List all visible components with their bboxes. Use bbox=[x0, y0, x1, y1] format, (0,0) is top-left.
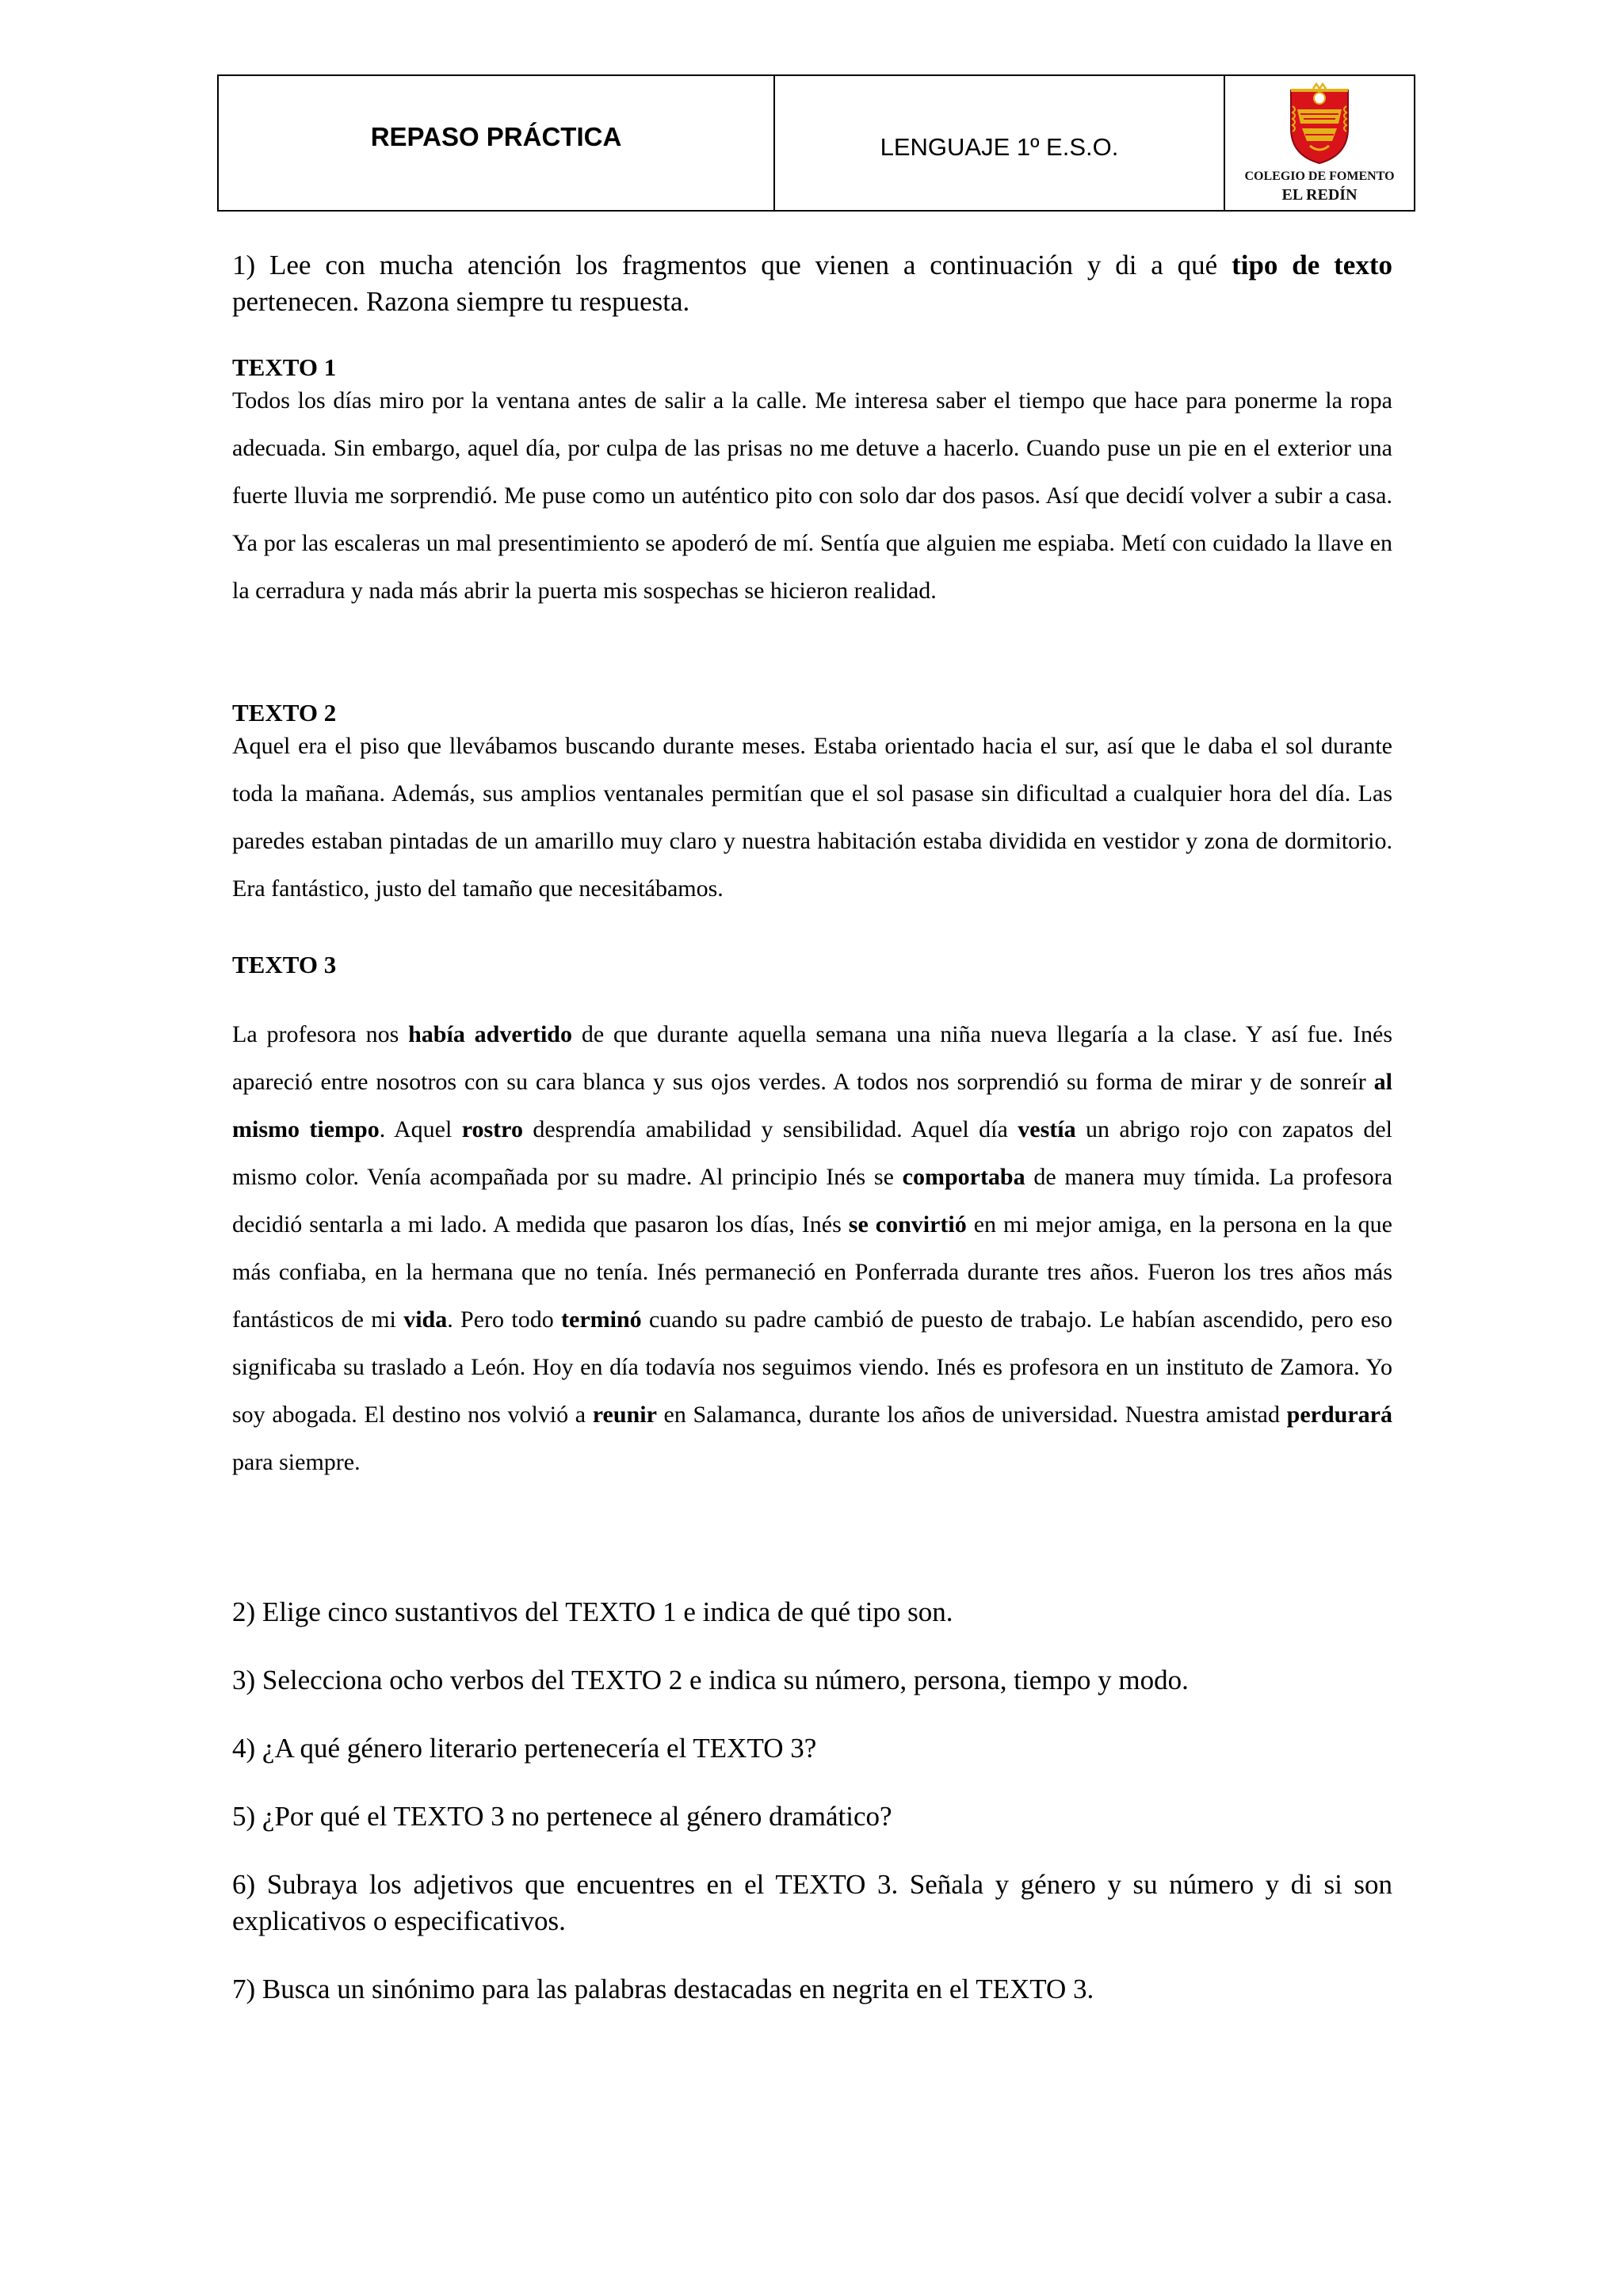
question-6: 6) Subraya los adjetivos que encuentres en el TEXTO 3. Señala y género y su número y di si son explicativos o especificativos. bbox=[232, 1869, 1392, 1936]
header-title-cell bbox=[219, 76, 775, 210]
texto-3-text: en Salamanca, durante los años de universidad. Nuestra amistad bbox=[656, 1402, 1287, 1428]
school-crest-icon bbox=[1286, 82, 1353, 166]
texto-3-text: en mi mejor amiga, en la persona en la que más confiaba, en la hermana que no tenía. Inés permaneció en Ponferrada durante tres años. Fueron los tres años más fantásticos de mi bbox=[232, 1211, 1392, 1333]
question-3: 3) Selecciona ocho verbos del TEXTO 2 e indica su número, persona, tiempo y modo. bbox=[232, 1665, 1189, 1695]
question-7: 7) Busca un sinónimo para las palabras destacadas en negrita en el TEXTO 3. bbox=[232, 1974, 1094, 2004]
school-logo bbox=[1225, 82, 1414, 170]
texto-3-text: cuando su padre cambió de puesto de trabajo. Le habían ascendido, pero eso significaba su traslado a León. Hoy en día todavía nos seguimos viendo. Inés es profesora en un instituto de Zamora. Yo soy abogada. El destino nos volvió a bbox=[232, 1306, 1393, 1428]
worksheet-title: REPASO PRÁCTICA bbox=[370, 122, 622, 151]
texto-2-body: Aquel era el piso que llevábamos buscando durante meses. Estaba orientado hacia el sur, así que le daba el sol durante toda la mañana. Además, sus amplios ventanales permitían que el sol pasase sin dificultad a cualquier hora del día. Las paredes estaban pintadas de un amarillo muy claro y nuestra habitación estaba dividida en vestidor y zona de dormitorio. Era fantástico, justo del tamaño que necesitábamos. bbox=[232, 733, 1392, 902]
texto-3-text: . Aquel bbox=[379, 1116, 462, 1142]
question-1-text-a: 1) Lee con mucha atención los fragmentos que vienen a continuación y di a qué bbox=[232, 250, 1232, 280]
texto-3-bold-word: reunir bbox=[592, 1402, 657, 1428]
question-1 bbox=[232, 247, 1392, 320]
texto-3-section bbox=[232, 949, 1392, 1486]
question-5: 5) ¿Por qué el TEXTO 3 no pertenece al género dramático? bbox=[232, 1801, 892, 1832]
texto-1-body: Todos los días miro por la ventana antes de salir a la calle. Me interesa saber el tiempo que hace para ponerme la ropa adecuada. Sin embargo, aquel día, por culpa de las prisas no me detuve a hacerlo. Cuando puse un pie en el exterior una fuerte lluvia me sorprendió. Me puse como un auténtico pito con solo dar dos pasos. Así que decidí volver a subir a casa. Ya por las escaleras un mal presentimiento se apoderó de mí. Sentía que alguien me espiaba. Metí con cuidado la llave en la cerradura y nada más abrir la puerta mis sospechas se hicieron realidad. bbox=[232, 387, 1392, 604]
question-1-text-b: pertenecen. Razona siempre tu respuesta. bbox=[232, 286, 690, 317]
header-table bbox=[217, 74, 1415, 212]
texto-3-text: La profesora nos bbox=[232, 1021, 409, 1047]
question-2: 2) Elige cinco sustantivos del TEXTO 1 e indica de qué tipo son. bbox=[232, 1596, 953, 1627]
texto-1-heading: TEXTO 1 bbox=[232, 353, 337, 381]
texto-3-text: . Pero todo bbox=[447, 1306, 562, 1333]
questions-list bbox=[232, 1594, 1392, 2039]
texto-3-bold-word: se convirtió bbox=[848, 1211, 967, 1238]
question-4: 4) ¿A qué género literario pertenecería el TEXTO 3? bbox=[232, 1733, 817, 1764]
school-name-line1: COLEGIO DE FOMENTO bbox=[1244, 170, 1395, 183]
header-logo-cell bbox=[1225, 76, 1414, 210]
texto-2-heading: TEXTO 2 bbox=[232, 699, 337, 727]
texto-1-section bbox=[232, 352, 1392, 615]
subject-label: LENGUAJE 1º E.S.O. bbox=[880, 133, 1119, 161]
texto-3-bold-word: terminó bbox=[561, 1306, 642, 1333]
texto-3-body bbox=[232, 1011, 1392, 1486]
texto-3-text: un abrigo rojo con zapatos del mismo color. Venía acompañada por su madre. Al principio Inés se bbox=[232, 1116, 1392, 1190]
texto-3-bold-word: rostro bbox=[461, 1116, 523, 1142]
texto-3-heading: TEXTO 3 bbox=[232, 951, 337, 978]
texto-3-bold-word: vestía bbox=[1018, 1116, 1076, 1142]
texto-3-text: de manera muy tímida. La profesora decidió sentarla a mi lado. A medida que pasaron los días, Inés bbox=[232, 1164, 1393, 1238]
texto-3-text: para siempre. bbox=[232, 1449, 361, 1475]
school-name-line2: EL REDÍN bbox=[1281, 186, 1358, 204]
header-subject-cell bbox=[775, 76, 1225, 210]
texto-3-bold-word: perdurará bbox=[1286, 1402, 1392, 1428]
question-1-bold: tipo de texto bbox=[1232, 250, 1392, 280]
texto-2-section bbox=[232, 697, 1392, 913]
texto-3-bold-word: vida bbox=[403, 1306, 448, 1333]
texto-3-text: desprendía amabilidad y sensibilidad. Aquel día bbox=[522, 1116, 1018, 1142]
texto-3-bold-word: había advertido bbox=[408, 1021, 572, 1047]
texto-3-bold-word: al mismo tiempo bbox=[232, 1069, 1392, 1142]
texto-3-bold-word: comportaba bbox=[902, 1164, 1025, 1190]
texto-3-text: de que durante aquella semana una niña nueva llegaría a la clase. Y así fue. Inés apareció entre nosotros con su cara blanca y sus ojos verdes. A todos nos sorprendió su forma de mirar y de sonreír bbox=[232, 1021, 1393, 1095]
